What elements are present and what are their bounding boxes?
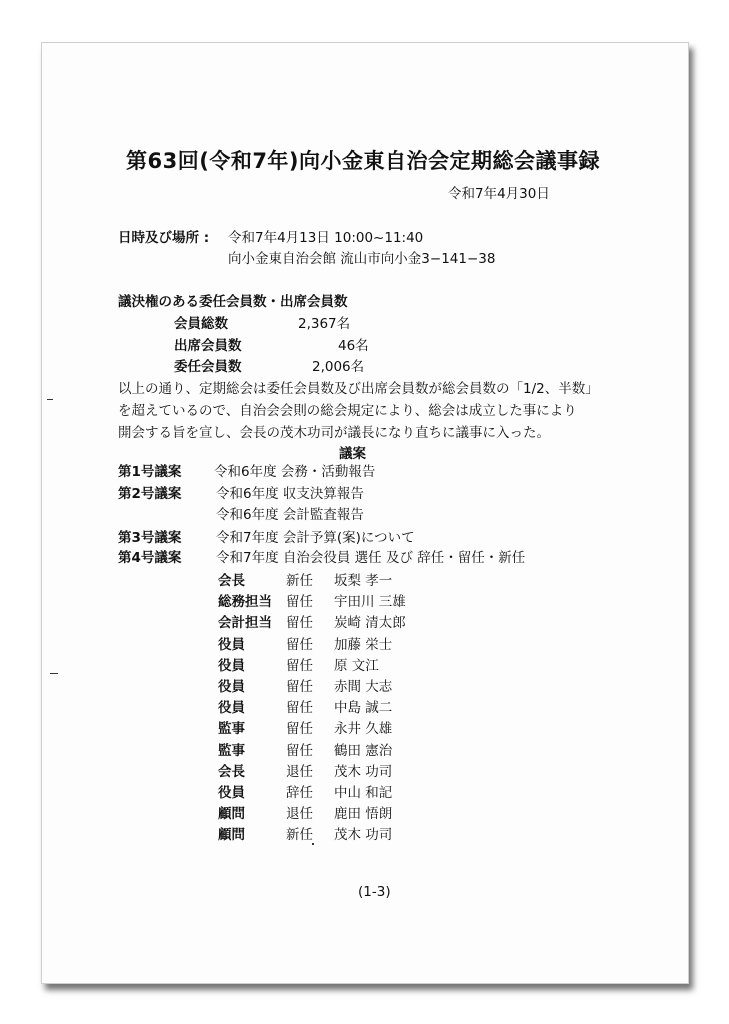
officer-role: 監事 xyxy=(218,743,245,759)
agenda-item: 令和7年度 自治会役員 選任 及び 辞任・留任・新任 xyxy=(216,550,526,566)
officer-status: 留任 xyxy=(286,594,313,610)
officer-name: 加藤 栄士 xyxy=(334,637,393,653)
officer-name: 赤間 大志 xyxy=(334,679,393,695)
document-page xyxy=(41,42,689,984)
officer-status: 退任 xyxy=(286,806,313,822)
officer-status: 新任 xyxy=(286,573,313,589)
officer-name: 茂木 功司 xyxy=(334,764,393,780)
officer-status: 留任 xyxy=(286,637,313,653)
officer-role: 役員 xyxy=(218,700,245,716)
officer-name: 炭崎 清太郎 xyxy=(334,615,406,631)
officer-role: 役員 xyxy=(218,658,245,674)
officer-status: 新任 xyxy=(286,827,313,843)
meeting-place: 向小金東自治会館 流山市向小金3−141−38 xyxy=(228,251,496,267)
officer-status: 留任 xyxy=(286,721,313,737)
agenda-item: 令和6年度 会計監査報告 xyxy=(216,507,364,523)
officer-name: 中山 和記 xyxy=(334,785,393,801)
officer-name: 中島 誠二 xyxy=(334,700,393,716)
agenda-number: 第1号議案 xyxy=(118,464,182,480)
officer-name: 鹿田 悟朗 xyxy=(334,806,393,822)
document-title: 第63回(令和7年)向小金東自治会定期総会議事録 xyxy=(126,149,601,173)
officer-status: 留任 xyxy=(286,700,313,716)
agenda-heading: 議案 xyxy=(339,446,366,462)
officer-role: 監事 xyxy=(218,721,245,737)
agenda-number: 第3号議案 xyxy=(118,530,182,546)
page-number: (1-3) xyxy=(358,884,391,900)
officer-status: 辞任 xyxy=(286,785,313,801)
officer-status: 留任 xyxy=(286,658,313,674)
officer-role: 総務担当 xyxy=(218,594,272,610)
attendance-value-present: 46名 xyxy=(338,338,369,354)
agenda-item: 令和6年度 会務・活動報告 xyxy=(214,464,376,480)
agenda-number: 第4号議案 xyxy=(118,550,182,566)
paragraph-line: を超えているので、自治会会則の総会規定により、総会は成立した事により xyxy=(118,403,577,419)
meeting-label: 日時及び場所 : xyxy=(118,230,210,246)
officer-role: 顧問 xyxy=(218,806,245,822)
scan-speck xyxy=(312,843,314,845)
officer-name: 永井 久雄 xyxy=(334,721,393,737)
officer-role: 会計担当 xyxy=(218,615,272,631)
officer-status: 留任 xyxy=(286,615,313,631)
officer-name: 宇田川 三雄 xyxy=(334,594,406,610)
officer-role: 会長 xyxy=(218,573,245,589)
officer-status: 退任 xyxy=(286,764,313,780)
officer-name: 坂梨 孝一 xyxy=(334,573,393,589)
attendance-value-proxy: 2,006名 xyxy=(312,359,365,375)
officer-role: 会長 xyxy=(218,764,245,780)
officer-name: 茂木 功司 xyxy=(334,827,393,843)
officer-role: 顧問 xyxy=(218,827,245,843)
attendance-value-total: 2,367名 xyxy=(298,316,351,332)
agenda-item: 令和7年度 会計予算(案)について xyxy=(216,530,415,546)
officer-status: 留任 xyxy=(286,679,313,695)
officer-role: 役員 xyxy=(218,679,245,695)
scan-speck xyxy=(50,673,58,674)
scan-speck xyxy=(47,399,53,400)
meeting-datetime: 令和7年4月13日 10:00~11:40 xyxy=(228,230,424,246)
officer-name: 原 文江 xyxy=(334,658,379,674)
officer-name: 鶴田 憲治 xyxy=(334,743,393,759)
officer-role: 役員 xyxy=(218,637,245,653)
attendance-label-proxy: 委任会員数 xyxy=(174,359,242,375)
officer-status: 留任 xyxy=(286,743,313,759)
document-date: 令和7年4月30日 xyxy=(448,186,550,202)
officer-role: 役員 xyxy=(218,785,245,801)
attendance-label-total: 会員総数 xyxy=(174,316,228,332)
paragraph-line: 以上の通り、定期総会は委任会員数及び出席会員数が総会員数の「1/2、半数」 xyxy=(118,381,599,397)
paragraph-line: 開会する旨を宣し、会長の茂木功司が議長になり直ちに議事に入った。 xyxy=(118,425,550,441)
agenda-number: 第2号議案 xyxy=(118,486,182,502)
agenda-item: 令和6年度 収支決算報告 xyxy=(216,486,364,502)
attendance-label-present: 出席会員数 xyxy=(174,338,242,354)
attendance-heading: 議決権のある委任会員数・出席会員数 xyxy=(118,294,348,310)
